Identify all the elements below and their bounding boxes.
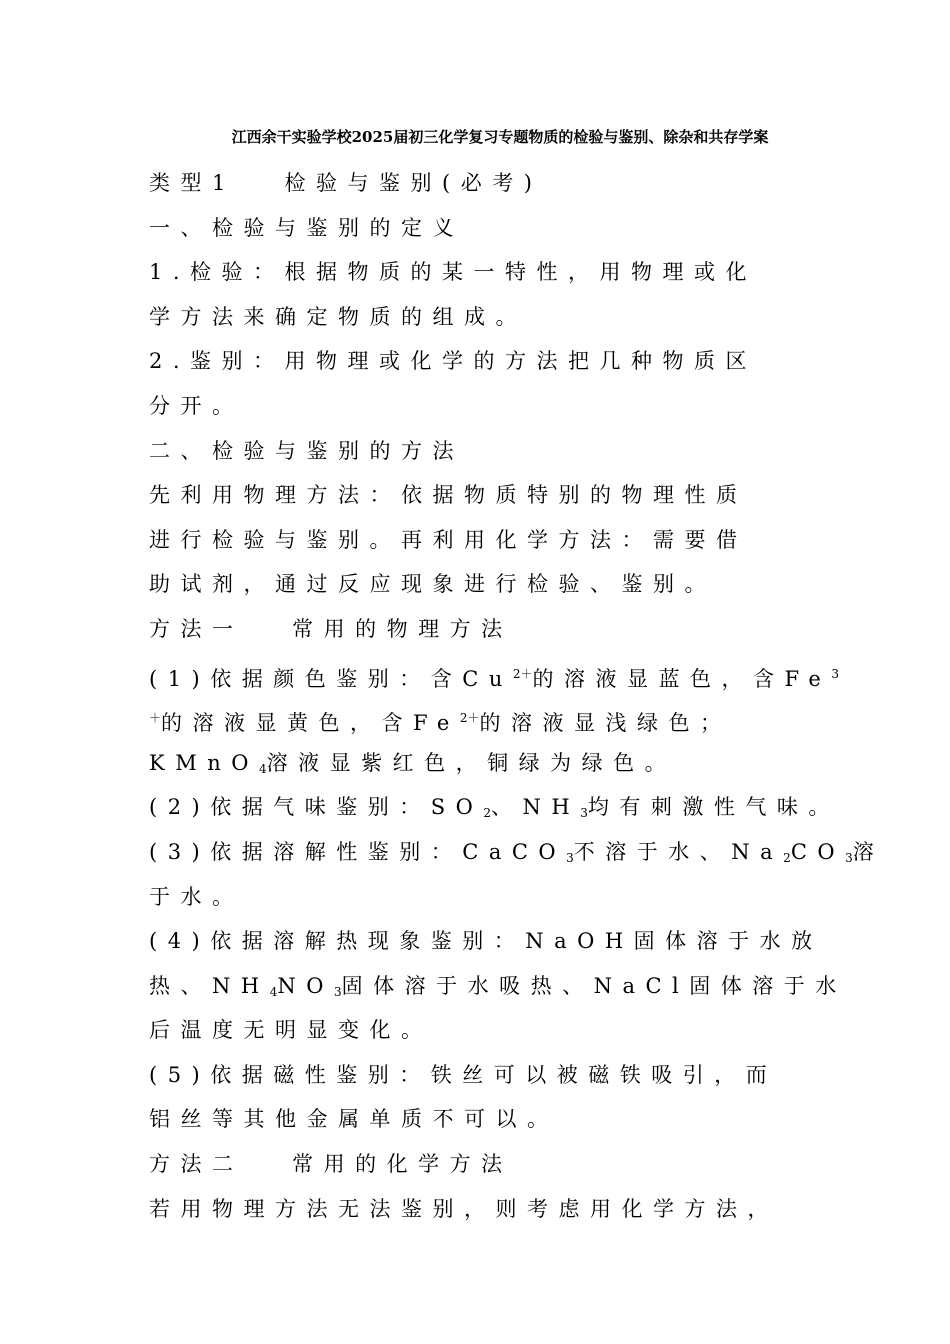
text-line: 若用物理方法无法鉴别，则考虑用化学方法， — [149, 1196, 779, 1221]
text-line: (2)依据气味鉴别：$SO_2$、$NH_3$均有刺激性气味。 — [149, 795, 840, 821]
method-heading: 方法一 常用的物理方法 — [149, 616, 513, 641]
text-line: 进行检验与鉴别。再利用化学方法：需要借 — [149, 527, 748, 552]
text-line: 1.检验：根据物质的某一特性，用物理或化 — [149, 260, 758, 285]
text-line: 类型1 检验与鉴别(必考) — [149, 171, 543, 195]
text-line: (4)依据溶解热现象鉴别：NaOH固体溶于水放 — [149, 929, 823, 954]
text-line: (5)依据磁性鉴别：铁丝可以被磁铁吸引，而 — [149, 1062, 778, 1087]
text-line: 热、$NH_4NO_3$固体溶于水吸热、NaCl固体溶于水 — [149, 973, 847, 999]
text-line: (3)依据溶解性鉴别：CaCO$_3$不溶于水、$Na_2CO_3$溶 — [149, 839, 885, 865]
text-line: 铝丝等其他金属单质不可以。 — [149, 1107, 559, 1132]
text-line: ＋的溶液显黄色，含$Fe^{2+}$的溶液显浅绿色； — [149, 711, 732, 736]
text-line: 2.鉴别：用物理或化学的方法把几种物质区 — [149, 349, 758, 374]
method-heading: 方法二 常用的化学方法 — [149, 1152, 513, 1177]
text-line: 助试剂，通过反应现象进行检验、鉴别。 — [149, 572, 716, 597]
text-line: KMnO$_4$溶液显紫红色，铜绿为绿色。 — [149, 750, 677, 776]
text-line: (1)依据颜色鉴别：含$Cu^{2+}$的溶液显蓝色，含Fe$^3$ — [149, 666, 839, 691]
document-title: 江西余干实验学校2025届初三化学复习专题物质的检验与鉴别、除杂和共存学案 — [231, 128, 769, 146]
section-heading: 二、检验与鉴别的方法 — [149, 438, 464, 463]
text-line: 先利用物理方法：依据物质特别的物理性质 — [149, 483, 748, 508]
text-line: 后温度无明显变化。 — [149, 1018, 433, 1043]
document-body — [149, 168, 885, 1238]
section-heading: 一、检验与鉴别的定义 — [149, 215, 464, 240]
text-line: 学方法来确定物质的组成。 — [149, 304, 527, 329]
text-line: 分开。 — [149, 393, 244, 418]
text-line: 于水。 — [149, 884, 244, 909]
